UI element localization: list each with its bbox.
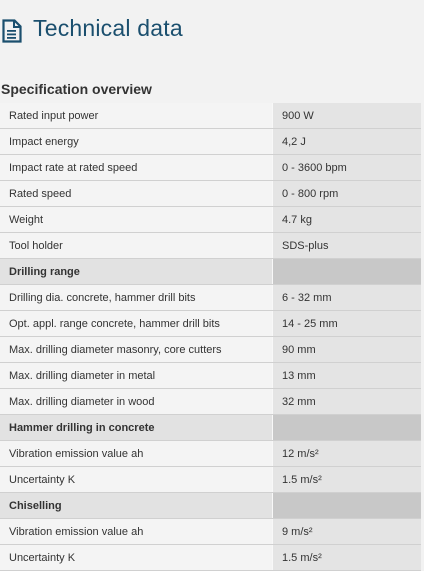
spec-label: Max. drilling diameter masonry, core cutters — [0, 337, 273, 363]
spec-value: 4.7 kg — [273, 207, 422, 233]
group-label: Chiselling — [0, 493, 273, 519]
table-row — [0, 311, 421, 337]
spec-label: Weight — [0, 207, 273, 233]
spec-label: Tool holder — [0, 233, 273, 259]
spec-label: Max. drilling diameter in metal — [0, 363, 273, 389]
table-row — [0, 519, 421, 545]
section-title: Specification overview — [1, 81, 152, 97]
group-label: Drilling range — [0, 259, 273, 285]
spec-value: 90 mm — [273, 337, 422, 363]
table-row — [0, 337, 421, 363]
page-header — [0, 0, 424, 62]
spec-table — [0, 103, 421, 571]
group-header-row — [0, 259, 421, 285]
table-row — [0, 389, 421, 415]
spec-label: Impact rate at rated speed — [0, 155, 273, 181]
spec-value: 4,2 J — [273, 129, 422, 155]
table-row — [0, 285, 421, 311]
spec-value: 0 - 3600 bpm — [273, 155, 422, 181]
spec-label: Rated speed — [0, 181, 273, 207]
spec-value: 13 mm — [273, 363, 422, 389]
table-row — [0, 207, 421, 233]
table-row — [0, 129, 421, 155]
spec-label: Drilling dia. concrete, hammer drill bits — [0, 285, 273, 311]
table-row — [0, 363, 421, 389]
spec-label: Impact energy — [0, 129, 273, 155]
group-value — [273, 259, 422, 285]
spec-value: 9 m/s² — [273, 519, 422, 545]
spec-table-body — [0, 103, 421, 571]
table-row — [0, 441, 421, 467]
table-row — [0, 103, 421, 129]
spec-value: 32 mm — [273, 389, 422, 415]
group-value — [273, 415, 422, 441]
spec-value: 6 - 32 mm — [273, 285, 422, 311]
spec-label: Rated input power — [0, 103, 273, 129]
spec-value: 1.5 m/s² — [273, 467, 422, 493]
table-row — [0, 181, 421, 207]
spec-label: Opt. appl. range concrete, hammer drill bits — [0, 311, 273, 337]
table-row — [0, 545, 421, 571]
spec-value: 12 m/s² — [273, 441, 422, 467]
group-header-row — [0, 493, 421, 519]
spec-label: Uncertainty K — [0, 467, 273, 493]
document-icon — [2, 19, 22, 43]
table-row — [0, 233, 421, 259]
spec-label: Vibration emission value ah — [0, 519, 273, 545]
group-header-row — [0, 415, 421, 441]
spec-value: 14 - 25 mm — [273, 311, 422, 337]
group-label: Hammer drilling in concrete — [0, 415, 273, 441]
table-row — [0, 155, 421, 181]
spec-label: Vibration emission value ah — [0, 441, 273, 467]
group-value — [273, 493, 422, 519]
spec-value: 900 W — [273, 103, 422, 129]
spec-value: 1.5 m/s² — [273, 545, 422, 571]
spec-value: SDS-plus — [273, 233, 422, 259]
spec-label: Uncertainty K — [0, 545, 273, 571]
spec-label: Max. drilling diameter in wood — [0, 389, 273, 415]
page-title: Technical data — [33, 15, 183, 41]
spec-value: 0 - 800 rpm — [273, 181, 422, 207]
table-row — [0, 467, 421, 493]
